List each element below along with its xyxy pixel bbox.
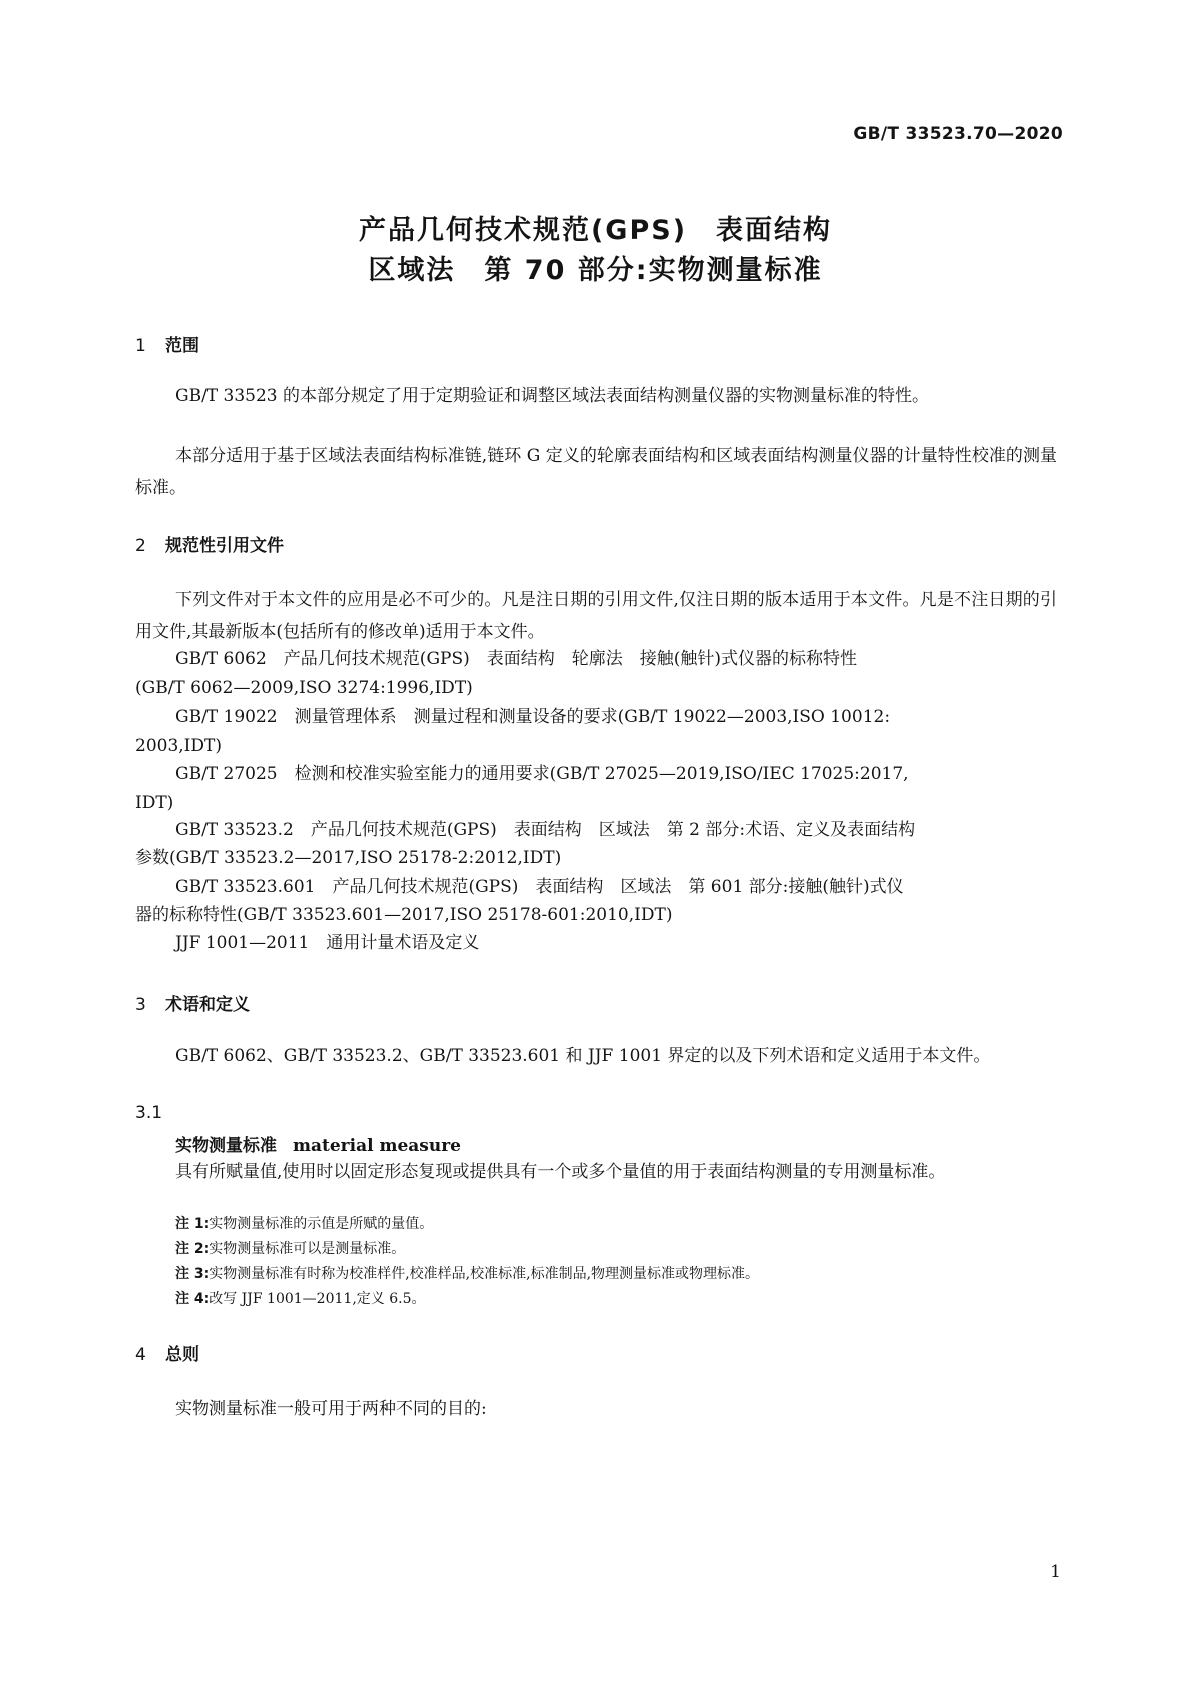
title-line-1: 产品几何技术规范(GPS) 表面结构: [358, 215, 833, 246]
note-text: 实物测量标准有时称为校准样件,校准样品,校准标准,标准制品,物理测量标准或物理标准。: [209, 1266, 760, 1282]
reference-2-line-2: 2003,IDT): [135, 736, 222, 756]
note-label: 注 3:: [175, 1266, 210, 1282]
section-number: 1: [135, 336, 146, 356]
note-3: [175, 1262, 759, 1286]
section-number: 4: [135, 1345, 146, 1365]
note-label: 注 2:: [175, 1241, 210, 1257]
reference-4-line-2: 参数(GB/T 33523.2—2017,ISO 25178-2:2012,IDT): [135, 848, 562, 868]
standard-number: GB/T 33523.70—2020: [853, 124, 1063, 144]
term-chinese: 实物测量标准: [175, 1136, 277, 1156]
term-heading: [175, 1131, 461, 1156]
note-text: 改写 JJF 1001—2011,定义 6.5。: [209, 1291, 426, 1307]
page-number: 1: [1050, 1562, 1061, 1582]
section-number: 2: [135, 536, 146, 556]
note-text: 实物测量标准的示值是所赋的量值。: [209, 1216, 434, 1232]
section-3-heading: [135, 990, 250, 1015]
subsection-number: 3.1: [135, 1103, 163, 1123]
section-number: 3: [135, 995, 146, 1015]
reference-6: JJF 1001—2011 通用计量术语及定义: [175, 933, 480, 953]
reference-5-line-1: GB/T 33523.601 产品几何技术规范(GPS) 表面结构 区域法 第 601 部分:接触(触针)式仪: [175, 877, 904, 897]
note-2: [175, 1237, 405, 1261]
title-line-2: 区域法 第 70 部分:实物测量标准: [368, 255, 823, 286]
reference-3-line-2: IDT): [135, 793, 174, 813]
term-definition: 具有所赋量值,使用时以固定形态复现或提供具有一个或多个量值的用于表面结构测量的专用测量标准。: [175, 1162, 946, 1182]
note-label: 注 1:: [175, 1216, 210, 1232]
term-english: material measure: [293, 1136, 461, 1156]
section-1-paragraph-2: 本部分适用于基于区域法表面结构标准链,链环 G 定义的轮廓表面结构和区域表面结构测量仪器的计量特性校准的测量标准。: [135, 446, 1057, 498]
reference-2-line-1: GB/T 19022 测量管理体系 测量过程和测量设备的要求(GB/T 19022—2003,ISO 10012:: [175, 707, 891, 727]
reference-1-line-1: GB/T 6062 产品几何技术规范(GPS) 表面结构 轮廓法 接触(触针)式仪器的标称特性: [175, 649, 857, 669]
note-label: 注 4:: [175, 1291, 210, 1307]
section-1-paragraph-1: GB/T 33523 的本部分规定了用于定期验证和调整区域法表面结构测量仪器的实物测量标准的特性。: [175, 386, 930, 406]
note-text: 实物测量标准可以是测量标准。: [209, 1241, 406, 1257]
reference-1-line-2: (GB/T 6062—2009,ISO 3274:1996,IDT): [135, 678, 473, 698]
reference-3-line-1: GB/T 27025 检测和校准实验室能力的通用要求(GB/T 27025—2019,ISO/IEC 17025:2017,: [175, 764, 909, 784]
section-1-heading: [135, 331, 199, 356]
reference-4-line-1: GB/T 33523.2 产品几何技术规范(GPS) 表面结构 区域法 第 2 部分:术语、定义及表面结构: [175, 820, 916, 840]
section-title: 总则: [165, 1345, 199, 1365]
section-2-intro: 下列文件对于本文件的应用是必不可少的。凡是注日期的引用文件,仅注日期的版本适用于本文件。凡是不注日期的引用文件,其最新版本(包括所有的修改单)适用于本文件。: [135, 590, 1057, 642]
section-title: 规范性引用文件: [165, 536, 284, 556]
section-title: 范围: [165, 336, 199, 356]
note-1: [175, 1212, 433, 1236]
section-title: 术语和定义: [165, 995, 250, 1015]
section-4-paragraph-1: 实物测量标准一般可用于两种不同的目的:: [175, 1399, 487, 1419]
reference-5-line-2: 器的标称特性(GB/T 33523.601—2017,ISO 25178-601:2010,IDT): [135, 905, 673, 925]
section-2-heading: [135, 531, 284, 556]
section-4-heading: [135, 1340, 199, 1365]
section-3-intro: GB/T 6062、GB/T 33523.2、GB/T 33523.601 和 JJF 1001 界定的以及下列术语和定义适用于本文件。: [175, 1046, 991, 1066]
note-4: [175, 1287, 425, 1311]
